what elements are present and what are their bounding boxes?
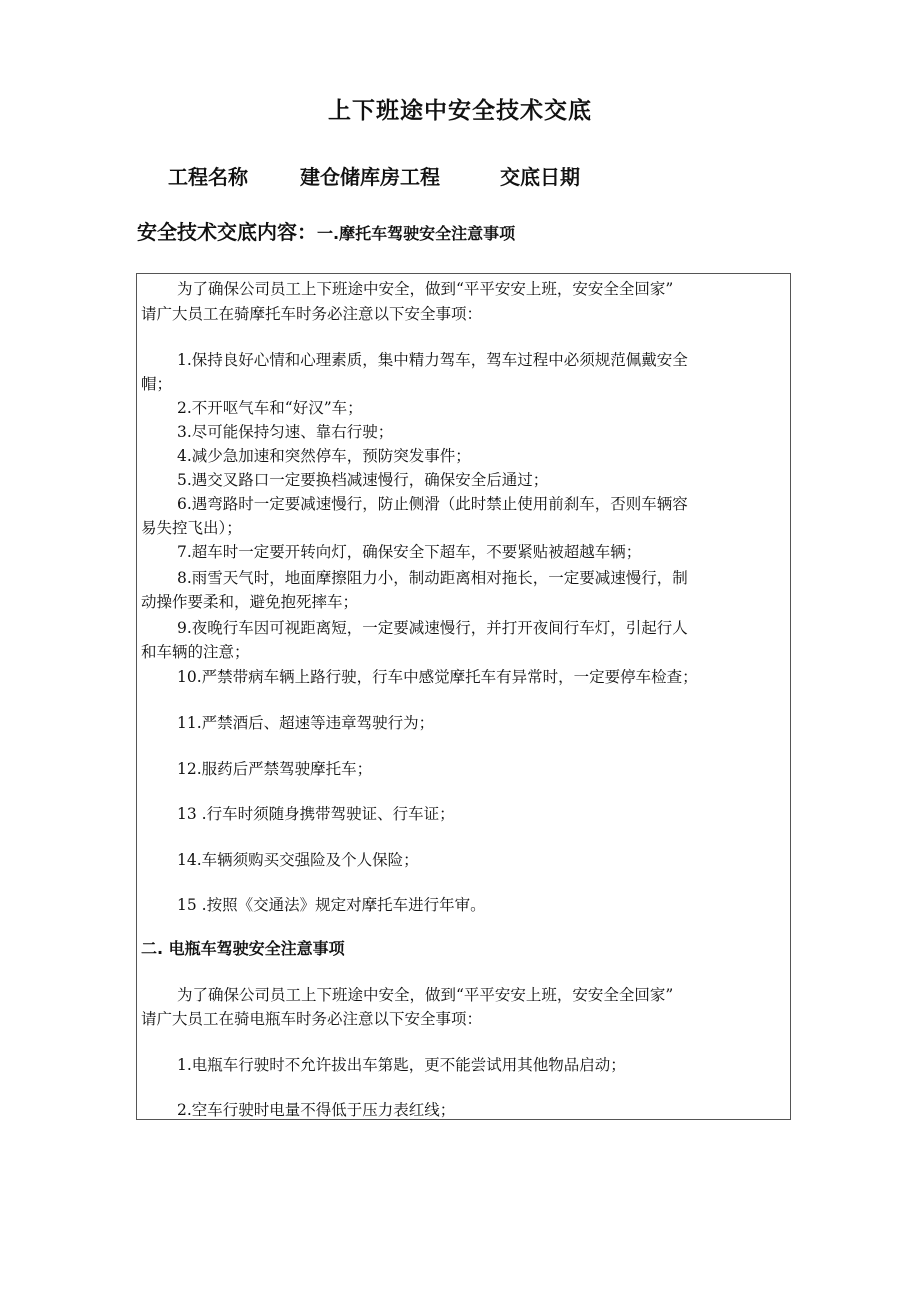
list-item: 12.服药后严禁驾驶摩托车； <box>177 760 373 778</box>
text-line: 帽； <box>141 375 173 393</box>
section2-title: 二. 电瓶车驾驶安全注意事项 <box>141 939 345 958</box>
text-line: 为了确保公司员工上下班途中安全，做到“平平安安上班，安安全全回家” <box>177 986 674 1004</box>
list-item: 14.车辆须购买交强险及个人保险； <box>177 851 419 869</box>
list-item: 13 .行车时须随身携带驾驶证、行车证； <box>177 805 455 823</box>
list-item: 8.雨雪天气时，地面摩擦阻力小，制动距离相对拖长，一定要减速慢行，制 <box>177 569 688 587</box>
project-name-value: 建仓储库房工程 <box>300 165 440 189</box>
content-box <box>136 273 791 1120</box>
text-line: 易失控飞出）； <box>141 519 242 537</box>
text-line: 和车辆的注意； <box>141 643 250 661</box>
list-item: 6.遇弯路时一定要减速慢行，防止侧滑（此时禁止使用前刹车，否则车辆容 <box>177 495 688 513</box>
content-heading <box>137 216 515 245</box>
list-item: 11.严禁酒后、超速等违章驾驶行为； <box>177 714 435 732</box>
text-line: 请广大员工在骑电瓶车时务必注意以下安全事项： <box>141 1010 483 1028</box>
list-item: 1.电瓶车行驶时不允许拔出车第匙，更不能尝试用其他物品启动； <box>177 1056 626 1074</box>
list-item: 2.空车行驶时电量不得低于压力表红线； <box>177 1101 456 1119</box>
list-item: 5.遇交叉路口一定要换档减速慢行，确保安全后通过； <box>177 471 549 489</box>
text-line: 请广大员工在骑摩托车时务必注意以下安全事项： <box>141 305 483 323</box>
content-label: 安全技术交底内容： <box>137 220 317 244</box>
project-name-label: 工程名称 <box>168 165 248 189</box>
list-item: 3.尽可能保持匀速、靠右行驶； <box>177 423 394 441</box>
list-item: 4.减少急加速和突然停车，预防突发事件； <box>177 447 471 465</box>
list-item: 10.严禁带病车辆上路行驶，行车中感觉摩托车有异常时，一定要停车检查； <box>177 668 698 686</box>
date-label: 交底日期 <box>500 165 580 189</box>
list-item: 7.超车时一定要开转向灯，确保安全下超车，不要紧贴被超越车辆； <box>177 543 642 561</box>
list-item: 1.保持良好心情和心理素质，集中精力驾车，驾车过程中必须规范佩戴安全 <box>177 351 688 369</box>
section1-title: 一.摩托车驾驶安全注意事项 <box>317 224 516 243</box>
list-item: 2.不开呕气车和“好汉”车； <box>177 399 363 417</box>
list-item: 9.夜晚行车因可视距离短，一定要减速慢行，并打开夜间行车灯，引起行人 <box>177 619 688 637</box>
document-title: 上下班途中安全技术交底 <box>328 98 592 124</box>
list-item: 15 .按照《交通法》规定对摩托车进行年审。 <box>177 896 486 914</box>
text-line: 动操作要柔和，避免抱死摔车； <box>141 593 359 611</box>
text-line: 为了确保公司员工上下班途中安全，做到“平平安安上班，安安全全回家” <box>177 280 674 298</box>
